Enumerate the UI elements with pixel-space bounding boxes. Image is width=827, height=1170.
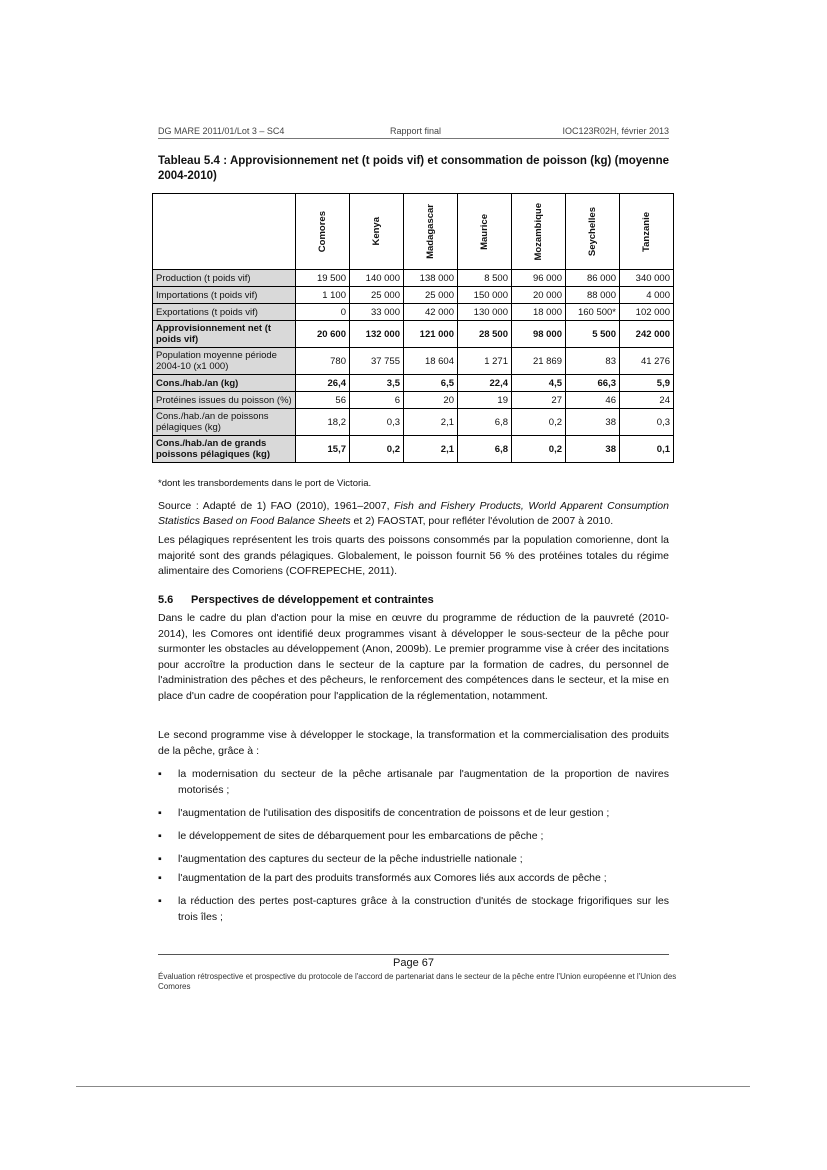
row-label: Protéines issues du poisson (%) (153, 392, 296, 409)
row-label: Cons./hab./an (kg) (153, 375, 296, 392)
paragraph-action-plan: Dans le cadre du plan d'action pour la mise en œuvre du programme de réduction de la pauvreté (2010-2014), les Comores ont identifié deux programmes visant à développer le sous-secteur de la pêche pour surmonter les obstacles au développement (Anon, 2009b). Le premier programme vise à créer des incitations pour accroître la production dans le secteur de la capture par la formation de cadres, du personnel de l'administration des pêches et des pêcheurs, le renforcement des compétences dans le secteur, et la mise en place d'un cadre de coopération pour l'application de la réglementation, notamment. (158, 612, 669, 702)
bullet-icon: ▪ (158, 872, 162, 884)
column-header (404, 194, 458, 270)
row-label: Cons./hab./an de poissons pélagiques (kg) (153, 409, 296, 436)
table-cell: 42 000 (404, 304, 458, 321)
bullet-icon: ▪ (158, 768, 162, 780)
header-left: DG MARE 2011/01/Lot 3 – SC4 (158, 126, 285, 136)
table-cell: 0,2 (512, 436, 566, 463)
table-cell: 46 (566, 392, 620, 409)
page-header (158, 126, 669, 139)
table-cell: 0,3 (620, 409, 674, 436)
list-item (158, 852, 669, 868)
table-row (153, 436, 674, 463)
table-cell: 19 500 (296, 270, 350, 287)
table-cell: 140 000 (350, 270, 404, 287)
row-label: Production (t poids vif) (153, 270, 296, 287)
supply-consumption-table (152, 193, 674, 463)
table-cell: 2,1 (404, 409, 458, 436)
column-header (620, 194, 674, 270)
table-cell: 24 (620, 392, 674, 409)
table-cell: 0,1 (620, 436, 674, 463)
column-header (458, 194, 512, 270)
column-header-label: Seychelles (587, 206, 598, 257)
table-footnote: *dont les transbordements dans le port de Victoria. (158, 478, 372, 489)
source-note (158, 499, 669, 529)
table-caption: Tableau 5.4 : Approvisionnement net (t poids vif) et consommation de poisson (kg) (moyenne 2004-2010) (158, 155, 669, 182)
table-cell: 18,2 (296, 409, 350, 436)
footer-divider (158, 954, 669, 955)
list-item-text: l'augmentation de la part des produits transformés aux Comores liés aux accords de pêche ; (178, 872, 607, 884)
header-center: Rapport final (390, 126, 442, 136)
table-cell: 83 (566, 348, 620, 375)
table-cell: 780 (296, 348, 350, 375)
list-item-text: la modernisation du secteur de la pêche artisanale par l'augmentation de la proportion de navires motorisés ; (178, 768, 669, 796)
table-row (153, 392, 674, 409)
list-item-text: le développement de sites de débarquement pour les embarcations de pêche ; (178, 830, 544, 842)
table-cell: 96 000 (512, 270, 566, 287)
page-number: Page 67 (393, 957, 434, 969)
bullet-icon: ▪ (158, 807, 162, 819)
table-cell: 150 000 (458, 287, 512, 304)
table-cell: 130 000 (458, 304, 512, 321)
table-cell: 41 276 (620, 348, 674, 375)
table-cell: 1 271 (458, 348, 512, 375)
table-row (153, 304, 674, 321)
list-item-text: la réduction des pertes post-captures grâce à la construction d'unités de stockage frigorifiques sur les trois îles ; (178, 895, 669, 923)
column-header-label: Maurice (479, 213, 490, 250)
table-cell: 86 000 (566, 270, 620, 287)
table-cell: 121 000 (404, 321, 458, 348)
column-header (512, 194, 566, 270)
table-cell: 66,3 (566, 375, 620, 392)
table-cell: 27 (512, 392, 566, 409)
table-cell: 6 (350, 392, 404, 409)
table-cell: 132 000 (350, 321, 404, 348)
column-header-label: Madagascar (425, 204, 436, 259)
table-cell: 38 (566, 436, 620, 463)
table-cell: 160 500* (566, 304, 620, 321)
table-row (153, 348, 674, 375)
table-cell: 0 (296, 304, 350, 321)
table-cell: 38 (566, 409, 620, 436)
list-item-text: l'augmentation de l'utilisation des dispositifs de concentration de poissons et de leur gestion ; (178, 807, 610, 819)
column-header (566, 194, 620, 270)
table-cell: 6,5 (404, 375, 458, 392)
table-cell: 25 000 (350, 287, 404, 304)
table-row (153, 287, 674, 304)
page-bottom-divider (76, 1086, 750, 1087)
column-header (296, 194, 350, 270)
table-row (153, 375, 674, 392)
table-cell: 20 600 (296, 321, 350, 348)
table-cell: 6,8 (458, 436, 512, 463)
section-title: Perspectives de développement et contraintes (191, 594, 434, 606)
header-right: IOC123R02H, février 2013 (562, 126, 669, 136)
table-cell: 4 000 (620, 287, 674, 304)
list-item (158, 767, 669, 798)
table-cell: 28 500 (458, 321, 512, 348)
paragraph-second-programme: Le second programme vise à développer le stockage, la transformation et la commercialisation des produits de la pêche, grâce à : (158, 729, 669, 757)
table-cell: 56 (296, 392, 350, 409)
column-header-label: Mozambique (533, 202, 544, 261)
table-cell: 5 500 (566, 321, 620, 348)
row-label: Importations (t poids vif) (153, 287, 296, 304)
table-cell: 22,4 (458, 375, 512, 392)
table-cell: 37 755 (350, 348, 404, 375)
table-cell: 242 000 (620, 321, 674, 348)
source-title: Fish and Fishery Products, World Apparent Consumption Statistics Based on Food Balance Sheets (158, 500, 669, 527)
row-label: Population moyenne période 2004-10 (x1 000) (153, 348, 296, 375)
table-cell: 8 500 (458, 270, 512, 287)
table-corner-cell (153, 194, 296, 270)
table-cell: 15,7 (296, 436, 350, 463)
table-cell: 2,1 (404, 436, 458, 463)
table-cell: 19 (458, 392, 512, 409)
table-cell: 20 000 (512, 287, 566, 304)
table-cell: 18 000 (512, 304, 566, 321)
column-header-label: Tanzanie (641, 211, 652, 252)
table-row (153, 321, 674, 348)
table-cell: 102 000 (620, 304, 674, 321)
table-cell: 3,5 (350, 375, 404, 392)
table-cell: 1 100 (296, 287, 350, 304)
table-cell: 20 (404, 392, 458, 409)
footer-text: Évaluation rétrospective et prospective du protocole de l'accord de partenariat dans le secteur de la pêche entre l'Union européenne et l'Union des Comores (158, 972, 677, 991)
table-cell: 138 000 (404, 270, 458, 287)
source-suffix: et 2) FAOSTAT, pour refléter l'évolution de 2007 à 2010. (350, 515, 614, 527)
paragraph-pelagic: Les pélagiques représentent les trois quarts des poissons consommés par la population comorienne, dont la majorité sont des grands pélagiques. Globalement, le poisson fournit 56 % des protéines totales du régime alimentaire des Comoriens (COFREPECHE, 2011). (158, 534, 669, 577)
table-cell: 21 869 (512, 348, 566, 375)
table-cell: 5,9 (620, 375, 674, 392)
bullet-icon: ▪ (158, 853, 162, 865)
section-heading (158, 594, 434, 606)
column-header-label: Kenya (371, 217, 382, 246)
source-prefix: Source : Adapté de 1) FAO (2010), 1961–2007, (158, 500, 395, 512)
table-cell: 26,4 (296, 375, 350, 392)
table-cell: 0,3 (350, 409, 404, 436)
table-cell: 25 000 (404, 287, 458, 304)
table-cell: 0,2 (512, 409, 566, 436)
list-item-text: l'augmentation des captures du secteur de la pêche industrielle nationale ; (178, 853, 523, 865)
bullet-icon: ▪ (158, 830, 162, 842)
table-cell: 6,8 (458, 409, 512, 436)
row-label: Exportations (t poids vif) (153, 304, 296, 321)
table-row (153, 270, 674, 287)
table-cell: 33 000 (350, 304, 404, 321)
table-cell: 340 000 (620, 270, 674, 287)
table-cell: 0,2 (350, 436, 404, 463)
list-item (158, 806, 669, 822)
table-row (153, 409, 674, 436)
section-number: 5.6 (158, 594, 174, 606)
row-label: Cons./hab./an de grands poissons pélagiques (kg) (153, 436, 296, 463)
bullet-icon: ▪ (158, 895, 162, 907)
row-label: Approvisionnement net (t poids vif) (153, 321, 296, 348)
table-cell: 98 000 (512, 321, 566, 348)
table-cell: 4,5 (512, 375, 566, 392)
column-header-label: Comores (317, 210, 328, 253)
list-item (158, 871, 669, 887)
list-item (158, 829, 669, 845)
table-cell: 18 604 (404, 348, 458, 375)
column-header (350, 194, 404, 270)
list-item (158, 894, 669, 925)
table-cell: 88 000 (566, 287, 620, 304)
